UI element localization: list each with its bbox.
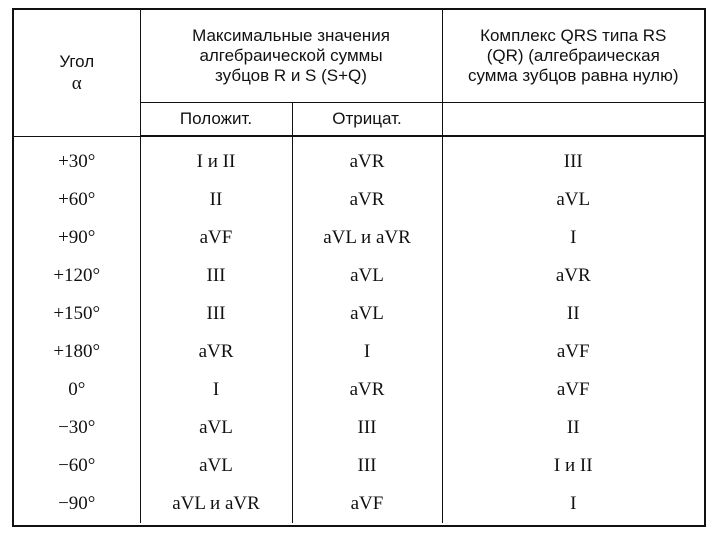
qrs-cell: aVF xyxy=(556,341,590,362)
negative-cell: I xyxy=(292,333,442,371)
positive-cell: aVF xyxy=(140,219,292,257)
qrs-column-header xyxy=(442,10,704,103)
angle-cell: −30° xyxy=(14,409,140,447)
table-row xyxy=(14,136,704,181)
table-row xyxy=(14,295,704,333)
positive-subheader: Положит. xyxy=(140,103,292,137)
positive-cell: III xyxy=(140,295,292,333)
table-header-row xyxy=(14,10,704,103)
angle-cell: +150° xyxy=(14,295,140,333)
positive-cell: I xyxy=(140,371,292,409)
max-values-header-line: алгебраической суммы xyxy=(199,46,383,65)
table-row xyxy=(14,371,704,409)
positive-cell: aVL и aVR xyxy=(140,485,292,523)
positive-cell: I и II xyxy=(140,136,292,181)
table-row xyxy=(14,333,704,371)
qrs-cell: aVR xyxy=(555,265,591,286)
angle-column-header xyxy=(14,10,140,136)
max-values-header-line: Максимальные значения xyxy=(192,26,390,45)
table-row xyxy=(14,447,704,485)
negative-cell: aVR xyxy=(292,181,442,219)
table-row xyxy=(14,181,704,219)
angle-cell: +30° xyxy=(14,136,140,181)
negative-cell: aVR xyxy=(292,371,442,409)
negative-subheader: Отрицат. xyxy=(292,103,442,137)
positive-cell: aVL xyxy=(140,409,292,447)
qrs-header-line: сумма зубцов равна нулю) xyxy=(468,66,679,85)
negative-cell: III xyxy=(292,409,442,447)
table-row xyxy=(14,257,704,295)
positive-cell: aVL xyxy=(140,447,292,485)
angle-cell: +120° xyxy=(14,257,140,295)
angle-cell: +180° xyxy=(14,333,140,371)
angle-cell: +60° xyxy=(14,181,140,219)
negative-cell: aVF xyxy=(292,485,442,523)
qrs-cell: II xyxy=(566,417,580,438)
angle-header-symbol: α xyxy=(71,72,82,94)
angle-cell: −90° xyxy=(14,485,140,523)
qrs-cell: I xyxy=(570,227,577,248)
positive-cell: II xyxy=(140,181,292,219)
angle-cell: +90° xyxy=(14,219,140,257)
negative-cell: aVL и aVR xyxy=(292,219,442,257)
qrs-cell: aVF xyxy=(556,379,590,400)
qrs-cell: I и II xyxy=(553,455,593,476)
table-row xyxy=(14,219,704,257)
qrs-cell: III xyxy=(563,151,583,172)
qrs-cell: II xyxy=(566,303,580,324)
qrs-subheader-empty xyxy=(442,103,704,137)
qrs-cell: I xyxy=(570,493,577,514)
max-values-column-header xyxy=(140,10,442,103)
qrs-cell: aVL xyxy=(556,189,591,210)
negative-cell: aVR xyxy=(292,136,442,181)
negative-cell: aVL xyxy=(292,257,442,295)
angle-cell: −60° xyxy=(14,447,140,485)
table-row xyxy=(14,409,704,447)
ecg-axis-table xyxy=(14,10,704,523)
ecg-axis-table-frame xyxy=(12,8,706,527)
qrs-header-line: (QR) (алгебраическая xyxy=(486,46,660,65)
positive-cell: III xyxy=(140,257,292,295)
angle-cell: 0° xyxy=(14,371,140,409)
qrs-header-line: Комплекс QRS типа RS xyxy=(480,26,667,45)
negative-cell: aVL xyxy=(292,295,442,333)
table-row xyxy=(14,485,704,523)
angle-header-word: Угол xyxy=(59,51,95,71)
positive-cell: aVR xyxy=(140,333,292,371)
negative-cell: III xyxy=(292,447,442,485)
max-values-header-line: зубцов R и S (S+Q) xyxy=(215,66,367,85)
